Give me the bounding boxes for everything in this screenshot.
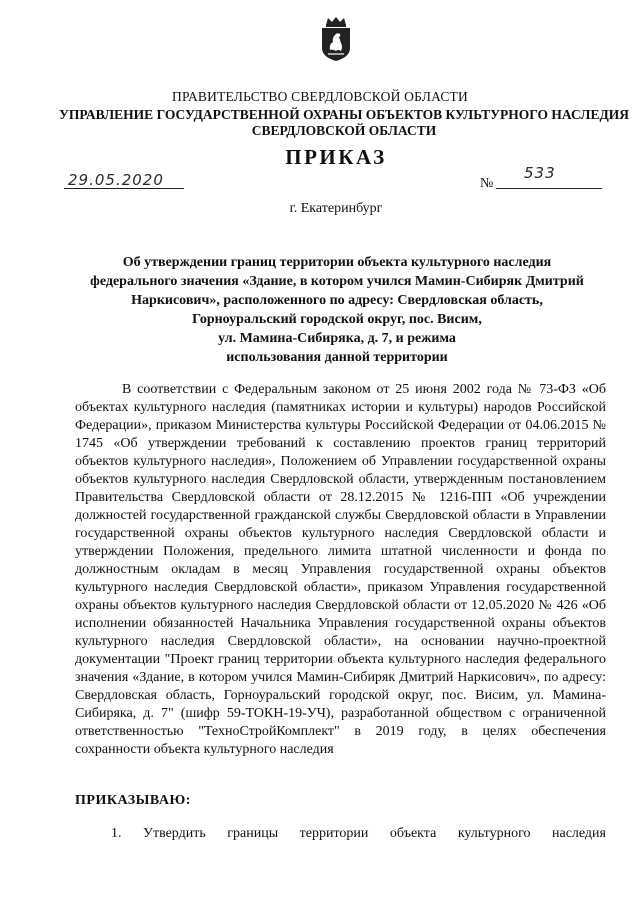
document-type-title: ПРИКАЗ (285, 145, 387, 169)
date-underline (64, 188, 184, 189)
handwritten-number: 533 (524, 164, 556, 182)
handwritten-date: 29.05.2020 (68, 171, 164, 189)
subject-line: Горноуральский городской округ, пос. Висим, (192, 312, 482, 327)
subject-line: ул. Мамина-Сибиряка, д. 7, и режима (218, 331, 456, 346)
city-name: г. Екатеринбург (289, 201, 383, 216)
department-name (48, 107, 640, 139)
preamble-paragraph: В соответствии с Федеральным законом от 25 июня 2002 года № 73-ФЗ «Об объектах культурного наследия (памятниках истории и культуры) народов Российской Федерации», приказом Министерства культуры Российской Федерации от 04.06.2015 № 1745 «Об утверждении требований к составлению проектов границ территорий объектов культурного наследия», Положением об Управлении государственной охраны объектов культурного наследия Свердловской области, утвержденным постановлением Правительства Свердловской области от 28.12.2015 № 1216-ПП «Об учреждении должностей государственной гражданской службы Свердловской области в Управлении государственной охраны объектов культурного наследия Свердловской области и утверждении Положения, предельного лимита штатной численности и фонда по должностным окладам в месяц Управления государственной охраны объектов культурного наследия Свердловской области», приказом Управления государственной охраны объектов культурного наследия Свердловской области от 12.05.2020 № 426 «Об исполнении обязанностей Начальника Управления государственной охраны объектов культурного наследия Свердловской области», на основании научно-проектной документации "Проект границ территории объекта культурного наследия федерального значения «Здание, в котором учился Мамин-Сибиряк Дмитрий Наркисович», по адресу: Свердловская область, Горноуральский городской округ, пос. Висим, ул. Мамина-Сибиряка, д. 7" (шифр 59-ТОКН-19-УЧ), разработанной обществом с ограниченной ответственностью "ТехноСтройКомплект" в 2019 году, в целях обеспечения сохранности объекта культурного наследия (75, 382, 606, 757)
number-underline (496, 188, 602, 189)
subject-line: Наркисович», расположенного по адресу: Свердловская область, (131, 293, 543, 308)
order-item-1: 1. Утвердить границы территории объекта культурного наследия (111, 826, 606, 841)
subject-line: Об утверждении границ территории объекта культурного наследия (122, 255, 552, 270)
number-label: № (480, 176, 494, 191)
department-name-line2: СВЕРДЛОВСКОЙ ОБЛАСТИ (251, 123, 437, 138)
sverdlovsk-coat-of-arms-icon (319, 16, 353, 62)
subject-line: использования данной территории (226, 350, 448, 365)
department-name-line1: УПРАВЛЕНИЕ ГОСУДАРСТВЕННОЙ ОХРАНЫ ОБЪЕКТОВ КУЛЬТУРНОГО НАСЛЕДИЯ (58, 107, 630, 122)
order-subject (86, 253, 588, 367)
subject-line: федерального значения «Здание, в котором учился Мамин-Сибиряк Дмитрий (90, 274, 584, 289)
order-keyword: ПРИКАЗЫВАЮ: (75, 793, 191, 808)
government-name: ПРАВИТЕЛЬСТВО СВЕРДЛОВСКОЙ ОБЛАСТИ (172, 89, 468, 104)
